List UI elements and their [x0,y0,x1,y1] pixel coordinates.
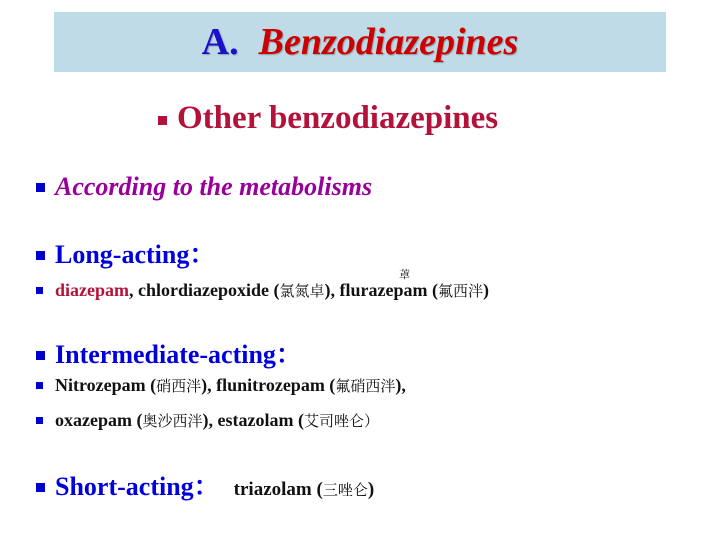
square-bullet-icon [36,351,45,360]
title-text: Benzodiazepines [258,21,519,63]
slide-title [54,12,666,72]
intermediate-drugs-row-1 [36,375,406,396]
drug-text: ), [395,375,406,395]
metabolism-row [36,172,372,202]
square-bullet-icon [36,483,45,492]
square-bullet-icon [36,382,43,389]
square-bullet-icon [36,417,43,424]
title-letter: A. [201,21,239,63]
drug-text: ) [483,280,489,300]
subheading-row [158,100,498,137]
square-bullet-icon [158,116,167,125]
drug-cjk: 氟西泮 [437,282,483,300]
long-acting-drugs-row [36,280,489,301]
drug-text: Nitrozepam ( [55,375,157,395]
square-bullet-icon [36,183,45,192]
drug-cjk: 奥沙西泮 [142,412,203,430]
subheading: Other benzodiazepines [177,100,499,136]
long-acting-label: Long-acting： [55,240,216,269]
drug-text: ), flurazepam ( [324,280,438,300]
drug-cjk: 三唑仑 [322,481,368,499]
drug-text: ) [367,479,375,500]
short-acting-label: Short-acting： [55,472,220,501]
drug-text: triazolam ( [233,479,323,500]
drug-cjk: 氯氮卓 [279,282,325,300]
metabolism-line: According to the metabolisms [55,172,373,201]
drug-text: ), estazolam ( [202,410,304,430]
drug-text: ), flunitrozepam ( [201,375,336,395]
drug-text: oxazepam ( [55,410,143,430]
intermediate-acting-row [36,334,302,371]
long-acting-row [36,234,215,271]
short-acting-row [36,466,374,503]
square-bullet-icon [36,251,45,260]
square-bullet-icon [36,287,43,294]
intermediate-acting-label: Intermediate-acting： [55,340,302,369]
drug-text: , chlordiazepoxide ( [129,280,280,300]
drug-diazepam: diazepam [55,280,129,300]
drug-cjk: 硝西泮 [156,377,202,395]
drug-cjk: 艾司唑仑） [303,412,379,430]
intermediate-drugs-row-2 [36,410,379,431]
drug-cjk: 氟硝西泮 [335,377,396,395]
ruby-annotation: 䓬 [399,268,410,281]
